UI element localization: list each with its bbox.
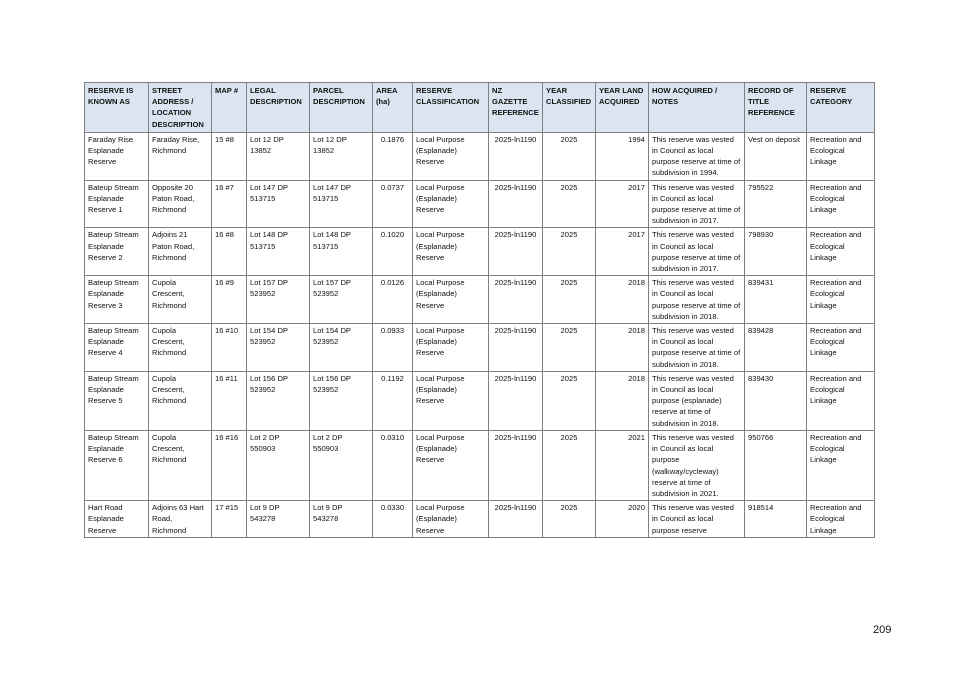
cell-reserve-category: Recreation and Ecological Linkage (807, 371, 875, 430)
cell-reserve-classification: Local Purpose (Esplanade) Reserve (413, 276, 489, 324)
table-row (85, 276, 875, 324)
cell-reserve-category: Recreation and Ecological Linkage (807, 430, 875, 500)
header-how-acquired: HOW ACQUIRED / NOTES (649, 83, 745, 133)
cell-how-acquired: This reserve was vested in Council as local purpose reserve at time of subdivision in 2018. (649, 324, 745, 372)
cell-legal-description: Lot 154 DP 523952 (247, 324, 310, 372)
header-street-address: STREET ADDRESS / LOCATION DESCRIPTION (149, 83, 212, 133)
header-map: MAP # (212, 83, 247, 133)
cell-street-address: Adjoins 21 Paton Road, Richmond (149, 228, 212, 276)
cell-parcel-description: Lot 148 DP 513715 (310, 228, 373, 276)
cell-street-address: Opposite 20 Paton Road, Richmond (149, 180, 212, 228)
header-area: AREA (ha) (373, 83, 413, 133)
cell-year-acquired: 2021 (596, 430, 649, 500)
page-number: 209 (873, 624, 892, 636)
cell-legal-description: Lot 156 DP 523952 (247, 371, 310, 430)
header-year-acquired: YEAR LAND ACQUIRED (596, 83, 649, 133)
cell-gazette-reference: 2025-ln1190 (489, 371, 543, 430)
cell-year-classified: 2025 (543, 132, 596, 180)
cell-title-reference: 795522 (745, 180, 807, 228)
header-known-as: RESERVE IS KNOWN AS (85, 83, 149, 133)
cell-reserve-category: Recreation and Ecological Linkage (807, 324, 875, 372)
reserve-table-container (84, 82, 874, 538)
cell-how-acquired: This reserve was vested in Council as local purpose reserve (649, 501, 745, 538)
table-row (85, 228, 875, 276)
cell-map: 15 #8 (212, 132, 247, 180)
cell-area: 0.0126 (373, 276, 413, 324)
cell-street-address: Adjoins 63 Hart Road, Richmond (149, 501, 212, 538)
cell-area: 0.1192 (373, 371, 413, 430)
cell-known-as: Bateup Stream Esplanade Reserve 4 (85, 324, 149, 372)
cell-reserve-category: Recreation and Ecological Linkage (807, 501, 875, 538)
cell-legal-description: Lot 9 DP 543278 (247, 501, 310, 538)
cell-title-reference: 918514 (745, 501, 807, 538)
header-gazette-reference: NZ GAZETTE REFERENCE (489, 83, 543, 133)
cell-reserve-category: Recreation and Ecological Linkage (807, 132, 875, 180)
cell-title-reference: 950766 (745, 430, 807, 500)
cell-reserve-classification: Local Purpose (Esplanade) Reserve (413, 180, 489, 228)
cell-year-acquired: 2018 (596, 276, 649, 324)
cell-gazette-reference: 2025-ln1190 (489, 276, 543, 324)
cell-how-acquired: This reserve was vested in Council as local purpose reserve at time of subdivision in 2018. (649, 276, 745, 324)
cell-how-acquired: This reserve was vested in Council as local purpose (esplanade) reserve at time of subdivision in 2018. (649, 371, 745, 430)
cell-year-acquired: 2018 (596, 324, 649, 372)
cell-gazette-reference: 2025-ln1190 (489, 430, 543, 500)
cell-year-classified: 2025 (543, 276, 596, 324)
cell-year-acquired: 2017 (596, 228, 649, 276)
cell-year-acquired: 1994 (596, 132, 649, 180)
cell-reserve-classification: Local Purpose (Esplanade) Reserve (413, 501, 489, 538)
cell-how-acquired: This reserve was vested in Council as local purpose reserve at time of subdivision in 2017. (649, 228, 745, 276)
cell-street-address: Faraday Rise, Richmond (149, 132, 212, 180)
cell-title-reference: 798930 (745, 228, 807, 276)
cell-parcel-description: Lot 154 DP 523952 (310, 324, 373, 372)
cell-parcel-description: Lot 147 DP 513715 (310, 180, 373, 228)
cell-gazette-reference: 2025-ln1190 (489, 228, 543, 276)
cell-street-address: Cupola Crescent, Richmond (149, 324, 212, 372)
cell-reserve-classification: Local Purpose (Esplanade) Reserve (413, 324, 489, 372)
cell-reserve-classification: Local Purpose (Esplanade) Reserve (413, 371, 489, 430)
cell-gazette-reference: 2025-ln1190 (489, 324, 543, 372)
cell-reserve-classification: Local Purpose (Esplanade) Reserve (413, 228, 489, 276)
cell-area: 0.0330 (373, 501, 413, 538)
cell-title-reference: 839431 (745, 276, 807, 324)
cell-gazette-reference: 2025-ln1190 (489, 180, 543, 228)
cell-year-classified: 2025 (543, 228, 596, 276)
table-row (85, 430, 875, 500)
cell-map: 16 #16 (212, 430, 247, 500)
cell-legal-description: Lot 147 DP 513715 (247, 180, 310, 228)
cell-known-as: Bateup Stream Esplanade Reserve 1 (85, 180, 149, 228)
table-row (85, 501, 875, 538)
cell-area: 0.0737 (373, 180, 413, 228)
cell-street-address: Cupola Crescent, Richmond (149, 371, 212, 430)
header-reserve-classification: RESERVE CLASSIFICATION (413, 83, 489, 133)
cell-known-as: Bateup Stream Esplanade Reserve 2 (85, 228, 149, 276)
header-parcel-description: PARCEL DESCRIPTION (310, 83, 373, 133)
cell-street-address: Cupola Crescent, Richmond (149, 276, 212, 324)
header-legal-description: LEGAL DESCRIPTION (247, 83, 310, 133)
cell-area: 0.0310 (373, 430, 413, 500)
cell-known-as: Bateup Stream Esplanade Reserve 6 (85, 430, 149, 500)
cell-known-as: Faraday Rise Esplanade Reserve (85, 132, 149, 180)
cell-legal-description: Lot 12 DP 13852 (247, 132, 310, 180)
cell-reserve-classification: Local Purpose (Esplanade) Reserve (413, 132, 489, 180)
cell-known-as: Hart Road Esplanade Reserve (85, 501, 149, 538)
cell-legal-description: Lot 148 DP 513715 (247, 228, 310, 276)
cell-title-reference: 839430 (745, 371, 807, 430)
cell-parcel-description: Lot 156 DP 523952 (310, 371, 373, 430)
cell-map: 16 #11 (212, 371, 247, 430)
cell-how-acquired: This reserve was vested in Council as local purpose reserve at time of subdivision in 2017. (649, 180, 745, 228)
cell-gazette-reference: 2025-ln1190 (489, 501, 543, 538)
cell-year-classified: 2025 (543, 430, 596, 500)
cell-title-reference: 839428 (745, 324, 807, 372)
cell-map: 16 #7 (212, 180, 247, 228)
header-title-reference: RECORD OF TITLE REFERENCE (745, 83, 807, 133)
cell-year-acquired: 2020 (596, 501, 649, 538)
cell-known-as: Bateup Stream Esplanade Reserve 5 (85, 371, 149, 430)
cell-reserve-category: Recreation and Ecological Linkage (807, 180, 875, 228)
cell-map: 16 #8 (212, 228, 247, 276)
table-row (85, 180, 875, 228)
table-row (85, 132, 875, 180)
cell-map: 16 #9 (212, 276, 247, 324)
cell-year-classified: 2025 (543, 324, 596, 372)
cell-reserve-category: Recreation and Ecological Linkage (807, 228, 875, 276)
cell-area: 0.1020 (373, 228, 413, 276)
cell-year-acquired: 2018 (596, 371, 649, 430)
cell-parcel-description: Lot 2 DP 550903 (310, 430, 373, 500)
cell-gazette-reference: 2025-ln1190 (489, 132, 543, 180)
table-row (85, 371, 875, 430)
cell-map: 17 #15 (212, 501, 247, 538)
cell-how-acquired: This reserve was vested in Council as local purpose (walkway/cycleway) reserve at time of subdivision in 2021. (649, 430, 745, 500)
cell-parcel-description: Lot 12 DP 13852 (310, 132, 373, 180)
cell-year-classified: 2025 (543, 501, 596, 538)
cell-area: 0.1876 (373, 132, 413, 180)
cell-reserve-category: Recreation and Ecological Linkage (807, 276, 875, 324)
reserve-table (84, 82, 875, 538)
cell-parcel-description: Lot 9 DP 543278 (310, 501, 373, 538)
cell-known-as: Bateup Stream Esplanade Reserve 3 (85, 276, 149, 324)
cell-reserve-classification: Local Purpose (Esplanade) Reserve (413, 430, 489, 500)
cell-how-acquired: This reserve was vested in Council as local purpose reserve at time of subdivision in 1994. (649, 132, 745, 180)
cell-street-address: Cupola Crescent, Richmond (149, 430, 212, 500)
cell-year-acquired: 2017 (596, 180, 649, 228)
cell-parcel-description: Lot 157 DP 523952 (310, 276, 373, 324)
table-row (85, 324, 875, 372)
table-header-row (85, 83, 875, 133)
cell-title-reference: Vest on deposit (745, 132, 807, 180)
cell-legal-description: Lot 2 DP 550903 (247, 430, 310, 500)
cell-legal-description: Lot 157 DP 523952 (247, 276, 310, 324)
cell-year-classified: 2025 (543, 371, 596, 430)
cell-map: 16 #10 (212, 324, 247, 372)
cell-year-classified: 2025 (543, 180, 596, 228)
header-year-classified: YEAR CLASSIFIED (543, 83, 596, 133)
header-reserve-category: RESERVE CATEGORY (807, 83, 875, 133)
table-body (85, 132, 875, 537)
cell-area: 0.0933 (373, 324, 413, 372)
